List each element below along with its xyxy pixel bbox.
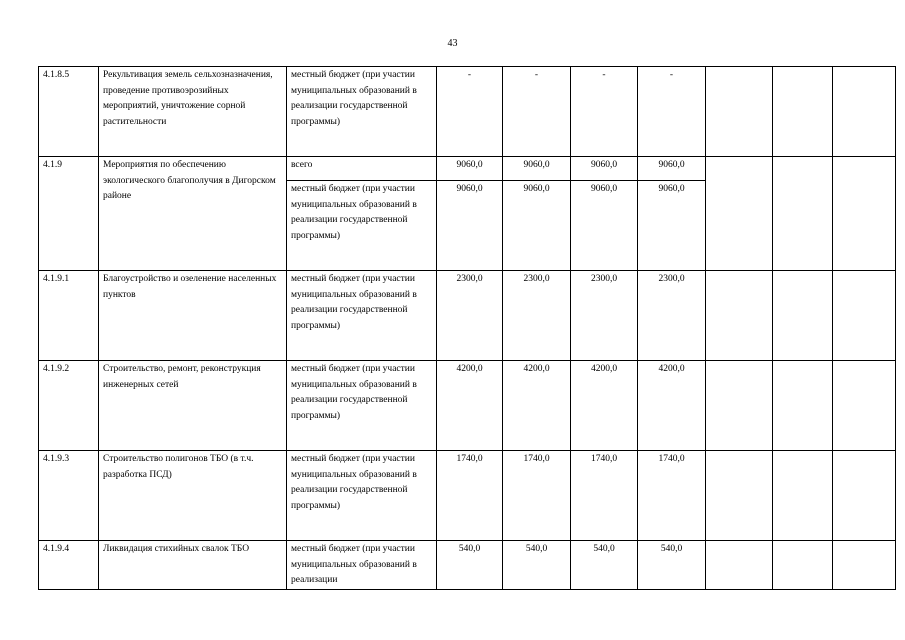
row-code: 4.1.9.1	[39, 271, 99, 361]
value-cell: 540,0	[503, 541, 571, 590]
value-cell: -	[437, 67, 503, 157]
empty-cell	[773, 67, 833, 157]
row-name: Рекультивация земель сельхозназначения, проведение противоэрозийных мероприятий, уничтожение сорной растительности	[99, 67, 287, 157]
empty-cell	[833, 541, 896, 590]
value-cell: 2300,0	[571, 271, 638, 361]
value-cell: 9060,0	[437, 157, 503, 181]
row-source: местный бюджет (при участии муниципальных образований в реализации	[287, 541, 437, 590]
value-cell: 1740,0	[571, 451, 638, 541]
page-number: 43	[447, 38, 458, 49]
value-cell: 2300,0	[437, 271, 503, 361]
empty-cell	[773, 541, 833, 590]
row-source: местный бюджет (при участии муниципальных образований в реализации государственной программы)	[287, 181, 437, 271]
empty-cell	[773, 451, 833, 541]
value-cell: 9060,0	[437, 181, 503, 271]
value-cell: 2300,0	[638, 271, 706, 361]
value-cell: 4200,0	[503, 361, 571, 451]
row-source: местный бюджет (при участии муниципальных образований в реализации государственной программы)	[287, 271, 437, 361]
empty-cell	[706, 271, 773, 361]
row-name: Строительство, ремонт, реконструкция инженерных сетей	[99, 361, 287, 451]
row-source: всего	[287, 157, 437, 181]
value-cell: -	[638, 67, 706, 157]
value-cell: 2300,0	[503, 271, 571, 361]
empty-cell	[773, 157, 833, 271]
empty-cell	[773, 271, 833, 361]
table-row	[39, 541, 896, 590]
empty-cell	[706, 541, 773, 590]
row-name: Строительство полигонов ТБО (в т.ч. разработка ПСД)	[99, 451, 287, 541]
row-name: Благоустройство и озеленение населенных пунктов	[99, 271, 287, 361]
empty-cell	[706, 451, 773, 541]
value-cell: 9060,0	[638, 181, 706, 271]
row-source: местный бюджет (при участии муниципальных образований в реализации государственной программы)	[287, 451, 437, 541]
row-code: 4.1.9.4	[39, 541, 99, 590]
value-cell: 1740,0	[503, 451, 571, 541]
row-name: Ликвидация стихийных свалок ТБО	[99, 541, 287, 590]
row-source: местный бюджет (при участии муниципальных образований в реализации государственной программы)	[287, 67, 437, 157]
value-cell: 540,0	[437, 541, 503, 590]
row-code: 4.1.9.2	[39, 361, 99, 451]
empty-cell	[833, 451, 896, 541]
value-cell: -	[571, 67, 638, 157]
value-cell: 540,0	[571, 541, 638, 590]
value-cell: 9060,0	[503, 157, 571, 181]
empty-cell	[833, 67, 896, 157]
value-cell: 9060,0	[571, 157, 638, 181]
table-row	[39, 271, 896, 361]
table-row	[39, 157, 896, 181]
row-name: Мероприятия по обеспечению экологического благополучия в Дигорском районе	[99, 157, 287, 271]
value-cell: 1740,0	[638, 451, 706, 541]
empty-cell	[706, 361, 773, 451]
row-code: 4.1.8.5	[39, 67, 99, 157]
value-cell: 4200,0	[571, 361, 638, 451]
budget-table	[38, 66, 896, 590]
empty-cell	[833, 271, 896, 361]
value-cell: 9060,0	[571, 181, 638, 271]
row-code: 4.1.9.3	[39, 451, 99, 541]
empty-cell	[706, 157, 773, 271]
row-code: 4.1.9	[39, 157, 99, 271]
row-source: местный бюджет (при участии муниципальных образований в реализации государственной программы)	[287, 361, 437, 451]
value-cell: 4200,0	[437, 361, 503, 451]
table-row	[39, 67, 896, 157]
value-cell: 9060,0	[638, 157, 706, 181]
value-cell: 1740,0	[437, 451, 503, 541]
table-row	[39, 451, 896, 541]
table-row	[39, 361, 896, 451]
value-cell: -	[503, 67, 571, 157]
value-cell: 540,0	[638, 541, 706, 590]
value-cell: 9060,0	[503, 181, 571, 271]
empty-cell	[833, 157, 896, 271]
empty-cell	[706, 67, 773, 157]
value-cell: 4200,0	[638, 361, 706, 451]
empty-cell	[833, 361, 896, 451]
empty-cell	[773, 361, 833, 451]
